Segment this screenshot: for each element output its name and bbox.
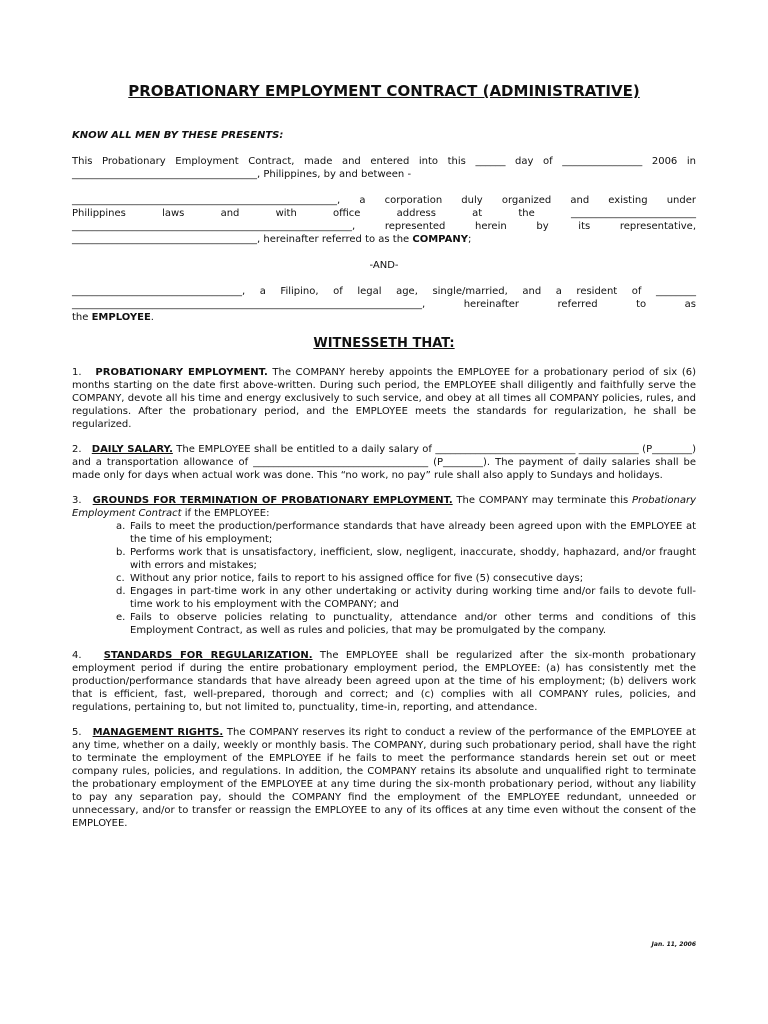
company-line-2: Philippines laws and with office address at the _________________________	[72, 208, 696, 219]
list-item: e. Fails to observe policies relating to punctuality, attendance and/or other terms and conditions of this Employment Contract, as well as rules and policies, that may be promulgated by the company.	[116, 612, 696, 636]
employee-line-1: __________________________________, a Filipino, of legal age, single/married, and a resident of ________	[72, 286, 696, 297]
section-4-body: The EMPLOYEE shall be regularized after the six-month probationary employment period if during the entire probationary employment period, the EMPLOYEE: (a) has consistently met the production/performance standards that have already been agreed upon at the time of his employment; (b) delivers work that is efficient, fast, well-prepared, thorough and correct; and (c) complies with all COMPANY rules, policies, and regulations, pertaining to, but not limited to, punctuality, time-in, reporting, and attendance.	[72, 650, 696, 713]
company-line-1: _____________________________________________________, a corporation duly organized and existing under	[72, 195, 696, 206]
section-probationary-employment: 1. PROBATIONARY EMPLOYMENT. The COMPANY hereby appoints the EMPLOYEE for a probationary period of six (6) months starting on the date first above-written. During such period, the EMPLOYEE shall diligently and faithfully serve the COMPANY, devote all his time and energy exclusively to such service, and obey at all times all COMPANY policies, rules, and regulations. After the probationary period, and the EMPLOYEE meets the standards for regularization, he shall be regularized.	[72, 367, 696, 430]
section-grounds-for-termination: 3. GROUNDS FOR TERMINATION OF PROBATIONARY EMPLOYMENT. The COMPANY may terminate this Probationary Employment Contract if the EMPLOYEE: a. Fails to meet the production/performance standards that have already been agreed upon with the EMPLOYEE at the time of his employment; b. Performs work that is unsatisfactory, inefficient, slow, negligent, inaccurate, shoddy, haphazard, and/or fraught with errors and mistakes; c. Without any prior notice, fails to report to his assigned office for five (5) consecutive days; d. Engages in part-time work in any other undertaking or activity during working time and/or fails to devote full-time work to his employment with the COMPANY; and e. Fails to observe policies relating to punctuality, attendance and/or other terms and conditions of this Employment Contract, as well as rules and policies, that may be promulgated by the company.	[72, 495, 696, 636]
document-title: PROBATIONARY EMPLOYMENT CONTRACT (ADMINISTRATIVE)	[128, 82, 640, 100]
section-1-heading: PROBATIONARY EMPLOYMENT.	[95, 367, 268, 378]
section-1-body: The COMPANY hereby appoints the EMPLOYEE for a probationary period of six (6) months starting on the date first above-written. During such period, the EMPLOYEE shall diligently and faithfully serve the COMPANY, devote all his time and energy exclusively to such service, and obey at all times all COMPANY policies, rules, and regulations. After the probationary period, and the EMPLOYEE meets the standards for regularization, he shall be regularized.	[72, 367, 696, 430]
section-5-heading: MANAGEMENT RIGHTS.	[92, 727, 224, 738]
employee-term: EMPLOYEE	[91, 312, 151, 323]
witnesseth-heading: WITNESSETH THAT:	[313, 336, 455, 351]
employee-line-2: ______________________________________________________________________, hereinafter referred to as	[72, 299, 696, 310]
intro-line-2: _____________________________________, Philippines, by and between -	[72, 169, 412, 180]
list-item: b. Performs work that is unsatisfactory, inefficient, slow, negligent, inaccurate, shoddy, haphazard, and/or fraught with errors and mistakes;	[116, 547, 696, 571]
intro-line-1: This Probationary Employment Contract, made and entered into this ______ day of ________________ 2006 in	[72, 156, 696, 167]
section-3-heading: GROUNDS FOR TERMINATION OF PROBATIONARY EMPLOYMENT.	[92, 495, 453, 506]
list-item: d. Engages in part-time work in any other undertaking or activity during working time and/or fails to devote full-time work to his employment with the COMPANY; and	[116, 586, 696, 610]
company-line-3: ________________________________________________________, represented herein by its representative,	[72, 221, 696, 232]
footer-date: Jan. 11, 2006	[651, 941, 696, 948]
section-management-rights: 5. MANAGEMENT RIGHTS. The COMPANY reserves its right to conduct a review of the performance of the EMPLOYEE at any time, whether on a daily, weekly or monthly basis. The COMPANY, during such probationary period, shall have the right to terminate the employment of the EMPLOYEE if he fails to meet the performance standards herein set out or meet company rules, policies, and regulations. In addition, the COMPANY retains its absolute and unqualified right to terminate the probationary employment of the EMPLOYEE at any time during the six-month probationary period, without any liability to pay any separation pay, should the COMPANY find the employment of the EMPLOYEE redundant, unneeded or unnecessary, and/or to transfer or reassign the EMPLOYEE to any of its offices at any time even without the consent of the EMPLOYEE.	[72, 727, 696, 829]
employee-line-3: the EMPLOYEE.	[72, 312, 154, 323]
section-4-heading: STANDARDS FOR REGULARIZATION.	[103, 650, 313, 661]
section-2-heading: DAILY SALARY.	[91, 444, 173, 455]
company-line-4: _____________________________________, hereinafter referred to as the COMPANY;	[72, 234, 472, 245]
and-separator: -AND-	[369, 260, 399, 271]
section-2-body: The EMPLOYEE shall be entitled to a daily salary of ____________________________ ____________ (P________) and a transportation allowance of ___________________________________ (P________). The payment of daily salaries shall be made only for days when actual work was done. This “no work, no pay” rule shall also apply to Sundays and holidays.	[72, 444, 696, 481]
section-standards-for-regularization: 4. STANDARDS FOR REGULARIZATION. The EMPLOYEE shall be regularized after the six-month probationary employment period if during the entire probationary employment period, the EMPLOYEE: (a) has consistently met the production/performance standards that have already been agreed upon at the time of his employment; (b) delivers work that is efficient, fast, well-prepared, thorough and correct; and (c) complies with all COMPANY rules, policies, and regulations, pertaining to, but not limited to, punctuality, time-in, reporting, and attendance.	[72, 650, 696, 713]
section-daily-salary: 2. DAILY SALARY. The EMPLOYEE shall be entitled to a daily salary of ____________________________ ____________ (P________) and a transportation allowance of ___________________________________ (P________). The payment of daily salaries shall be made only for days when actual work was done. This “no work, no pay” rule shall also apply to Sundays and holidays.	[72, 444, 696, 481]
know-all-men-heading: KNOW ALL MEN BY THESE PRESENTS:	[72, 130, 284, 141]
termination-grounds-list	[72, 520, 696, 637]
section-5-body: The COMPANY reserves its right to conduct a review of the performance of the EMPLOYEE at any time, whether on a daily, weekly or monthly basis. The COMPANY, during such probationary period, shall have the right to terminate the employment of the EMPLOYEE if he fails to meet the performance standards herein set out or meet company rules, policies, and regulations. In addition, the COMPANY retains its absolute and unqualified right to terminate the probationary employment of the EMPLOYEE at any time during the six-month probationary period, without any liability to pay any separation pay, should the COMPANY find the employment of the EMPLOYEE redundant, unneeded or unnecessary, and/or to transfer or reassign the EMPLOYEE to any of its offices at any time even without the consent of the EMPLOYEE.	[72, 727, 696, 829]
list-item: a. Fails to meet the production/performance standards that have already been agreed upon with the EMPLOYEE at the time of his employment;	[116, 521, 696, 545]
company-term: COMPANY	[412, 234, 468, 245]
list-item: c. Without any prior notice, fails to report to his assigned office for five (5) consecutive days;	[116, 573, 584, 584]
